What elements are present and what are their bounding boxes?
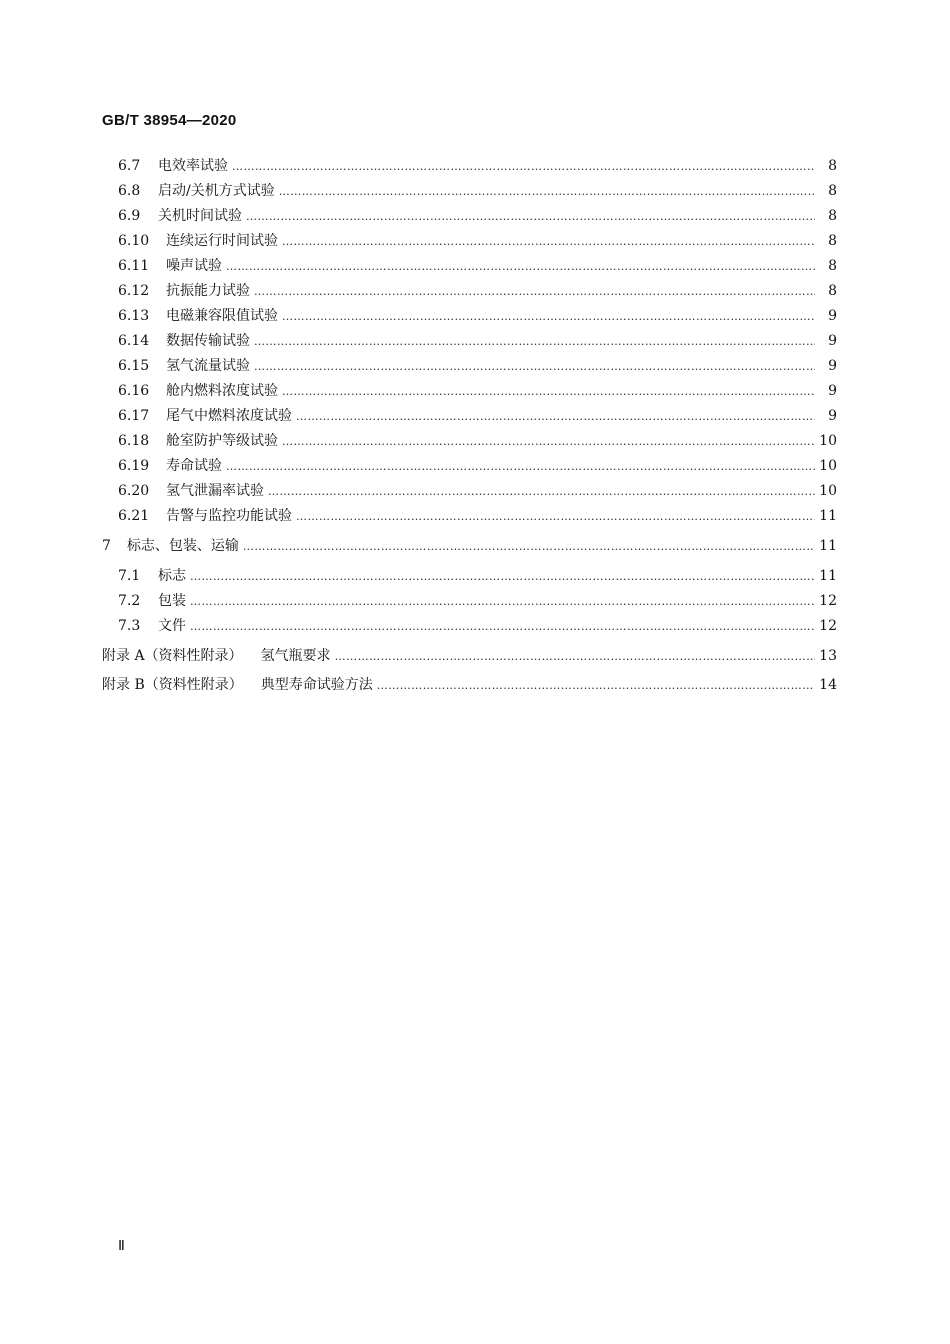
dot-leader (296, 507, 815, 527)
toc-entry[interactable] (102, 675, 837, 695)
toc-entry[interactable] (118, 406, 837, 426)
toc-entry[interactable] (118, 616, 837, 636)
toc-entry-title: 抗振能力试验 (166, 283, 250, 299)
page-number-footer: Ⅱ (118, 1239, 125, 1254)
toc-entry-title: 舱室防护等级试验 (166, 433, 278, 449)
toc-entry-title: 包装 (158, 593, 186, 609)
toc-entry-page: 9 (828, 333, 837, 349)
dot-leader (279, 182, 815, 202)
toc-entry[interactable] (118, 506, 837, 526)
toc-entry[interactable] (118, 481, 837, 501)
toc-entry[interactable] (118, 381, 837, 401)
toc-entry[interactable] (118, 206, 837, 226)
dot-leader (190, 592, 815, 612)
toc-entry[interactable] (118, 281, 837, 301)
toc-entry-title: 关机时间试验 (158, 208, 242, 224)
toc-entry-title: 舱内燃料浓度试验 (166, 383, 278, 399)
dot-leader (268, 482, 815, 502)
toc-entry-title: 电磁兼容限值试验 (166, 308, 278, 324)
toc-entry-title: 氢气流量试验 (166, 358, 250, 374)
toc-entry-number: 附录 A（资料性附录） (102, 648, 243, 664)
toc-entry[interactable] (118, 156, 837, 176)
toc-entry-number: 6.14 (118, 333, 150, 349)
toc-entry-number: 7 (102, 538, 111, 554)
toc-entry[interactable] (118, 456, 837, 476)
dot-leader (282, 307, 815, 327)
toc-entry-title: 启动/关机方式试验 (158, 183, 275, 199)
dot-leader (254, 357, 815, 377)
toc-entry-page: 12 (819, 593, 837, 609)
toc-entry-page: 10 (819, 483, 837, 499)
toc-entry[interactable] (118, 256, 837, 276)
toc-entry-title: 氢气泄漏率试验 (166, 483, 264, 499)
dot-leader (190, 617, 815, 637)
toc-entry-number: 6.13 (118, 308, 150, 324)
toc-entry-number: 6.10 (118, 233, 150, 249)
toc-entry-page: 14 (819, 677, 837, 693)
toc-entry-number: 6.8 (118, 183, 141, 199)
toc-entry-number: 6.9 (118, 208, 141, 224)
toc-entry-number: 7.2 (118, 593, 141, 609)
toc-entry[interactable] (118, 591, 837, 611)
dot-leader (226, 457, 815, 477)
toc-entry-number: 7.3 (118, 618, 141, 634)
toc-entry-page: 8 (828, 283, 837, 299)
toc-entry-title: 文件 (158, 618, 186, 634)
toc-entry-title: 氢气瓶要求 (260, 648, 331, 664)
toc-entry-page: 12 (819, 618, 837, 634)
toc-entry-page: 11 (819, 568, 837, 584)
toc-entry-page: 8 (828, 258, 837, 274)
dot-leader (296, 407, 815, 427)
toc-entry-title: 数据传输试验 (166, 333, 250, 349)
toc-entry-page: 9 (828, 408, 837, 424)
toc-entry-number: 6.7 (118, 158, 141, 174)
toc-entry[interactable] (118, 231, 837, 251)
dot-leader (335, 647, 815, 667)
toc-entry[interactable] (118, 306, 837, 326)
dot-leader (232, 157, 815, 177)
toc-entry-number: 6.19 (118, 458, 150, 474)
toc-entry-title: 电效率试验 (158, 158, 228, 174)
toc-entry-page: 10 (819, 458, 837, 474)
toc-entry-page: 10 (819, 433, 837, 449)
toc-entry-page: 8 (828, 208, 837, 224)
toc-entry[interactable] (102, 646, 837, 666)
toc-entry-page: 8 (828, 158, 837, 174)
toc-entry[interactable] (102, 536, 837, 556)
toc-entry[interactable] (118, 181, 837, 201)
toc-entry-title: 标志 (158, 568, 186, 584)
toc-entry-title: 典型寿命试验方法 (260, 677, 373, 693)
toc-entry-page: 11 (819, 538, 837, 554)
toc-entry-page: 13 (819, 648, 837, 664)
toc-entry-number: 6.17 (118, 408, 150, 424)
toc-entry-number: 6.16 (118, 383, 150, 399)
dot-leader (282, 232, 815, 252)
toc-entry-page: 9 (828, 383, 837, 399)
dot-leader (282, 382, 815, 402)
toc-entry-title: 标志、包装、运输 (126, 538, 239, 554)
dot-leader (377, 676, 815, 696)
toc-entry-page: 11 (819, 508, 837, 524)
toc-entry[interactable] (118, 566, 837, 586)
dot-leader (226, 257, 815, 277)
toc-entry-number: 6.12 (118, 283, 150, 299)
dot-leader (254, 332, 815, 352)
toc-entry-number: 6.15 (118, 358, 150, 374)
toc-entry-title: 连续运行时间试验 (166, 233, 278, 249)
toc-entry-number: 6.20 (118, 483, 150, 499)
toc-entry[interactable] (118, 431, 837, 451)
toc-entry-title: 噪声试验 (166, 258, 222, 274)
dot-leader (246, 207, 815, 227)
toc-entry-number: 7.1 (118, 568, 141, 584)
document-code-header: GB/T 38954—2020 (102, 112, 237, 129)
toc-entry-number: 6.11 (118, 258, 150, 274)
toc-entry-page: 8 (828, 183, 837, 199)
dot-leader (282, 432, 815, 452)
toc-entry-title: 告警与监控功能试验 (166, 508, 292, 524)
toc-entry[interactable] (118, 356, 837, 376)
toc-entry-number: 6.21 (118, 508, 150, 524)
dot-leader (190, 567, 815, 587)
toc-entry-number: 6.18 (118, 433, 150, 449)
toc-entry-page: 9 (828, 358, 837, 374)
toc-entry-page: 9 (828, 308, 837, 324)
toc-entry-title: 寿命试验 (166, 458, 222, 474)
dot-leader (254, 282, 815, 302)
toc-entry-number: 附录 B（资料性附录） (102, 677, 243, 693)
toc-entry-title: 尾气中燃料浓度试验 (166, 408, 292, 424)
toc-entry[interactable] (118, 331, 837, 351)
dot-leader (243, 537, 815, 557)
toc-entry-page: 8 (828, 233, 837, 249)
